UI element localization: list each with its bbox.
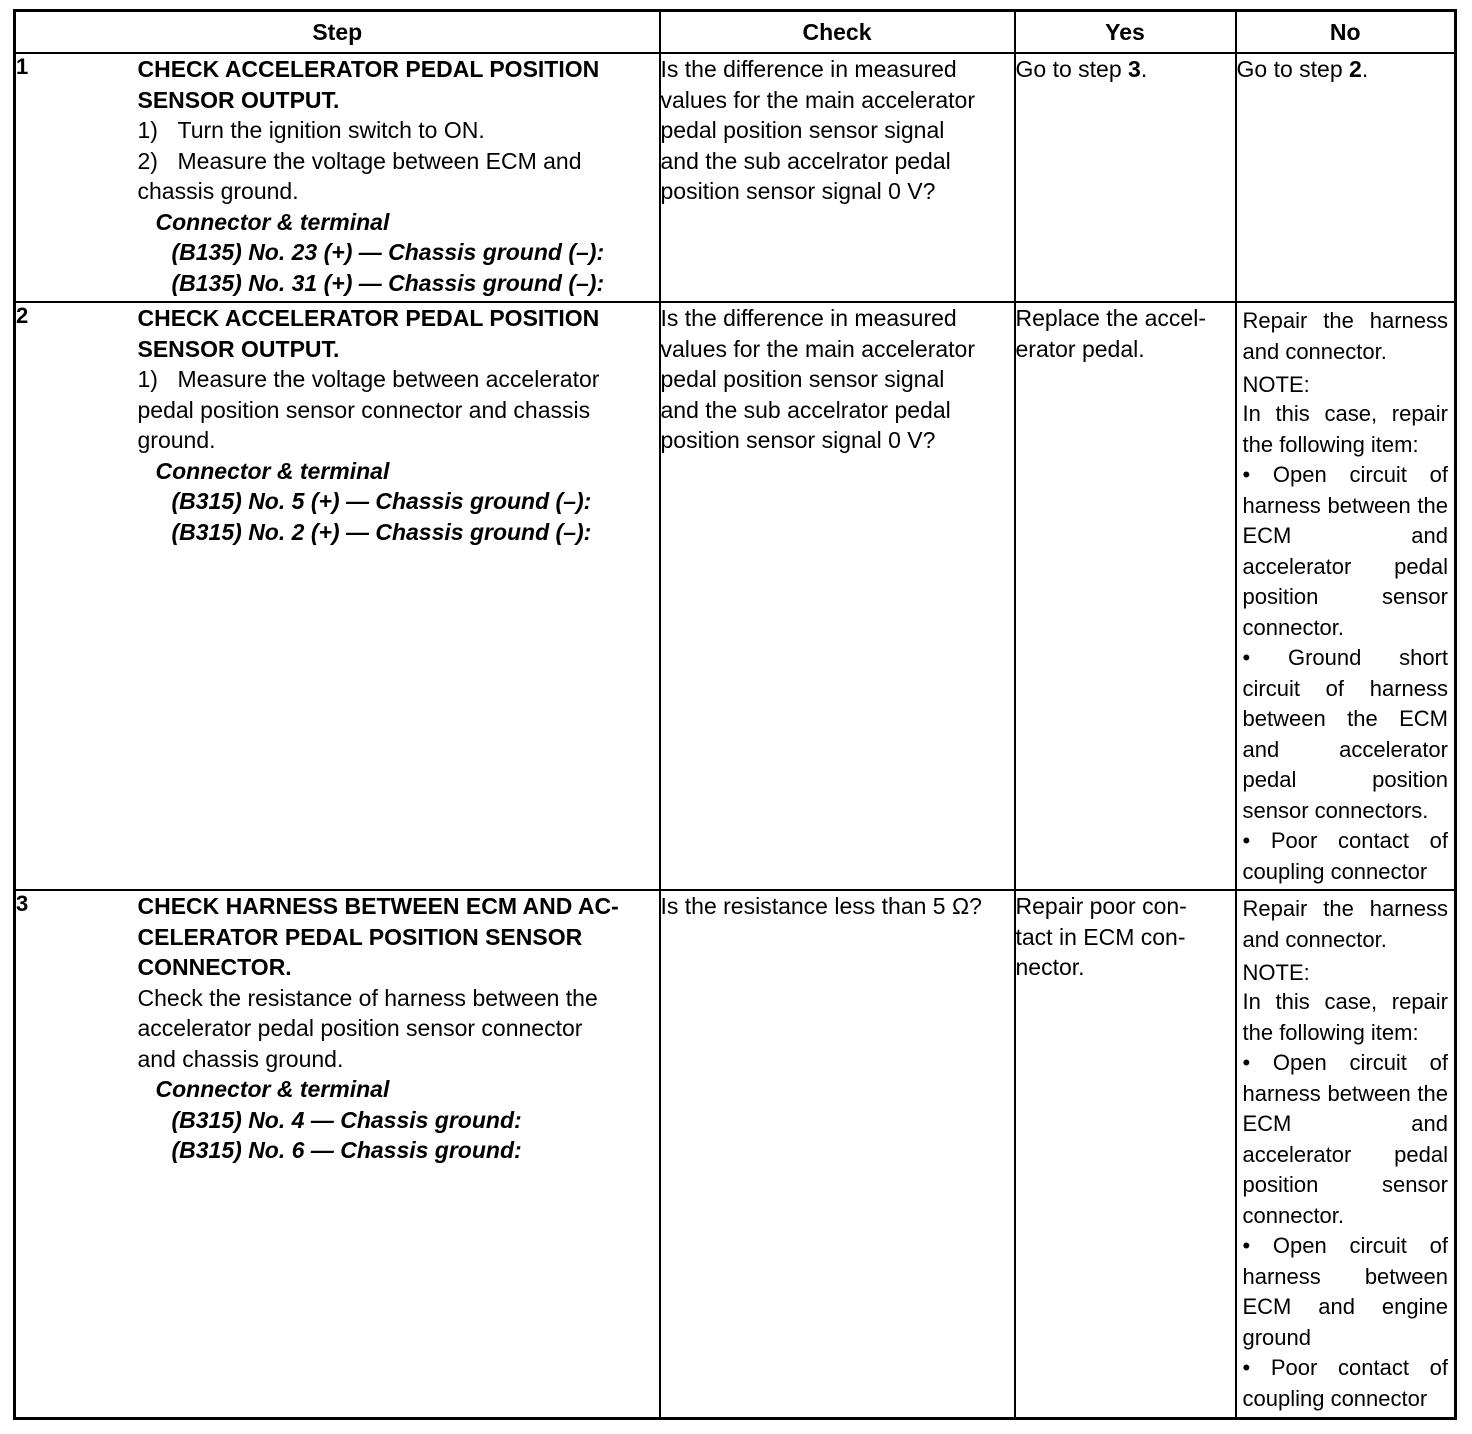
check-cell: Is the difference in measured values for the main accelerator pedal position sensor signal and the sub accelrator pedal position sensor signal 0 V?	[660, 53, 1015, 302]
note-intro: In this case, repair the following item:	[1242, 989, 1448, 1045]
step-body: Check the resistance of harness between the	[137, 984, 598, 1011]
table-row	[15, 53, 1456, 302]
terminal-spec: (B315) No. 2 (+) — Chassis ground (–):	[171, 518, 592, 545]
table-row	[15, 302, 1456, 890]
note-label: NOTE:	[1242, 372, 1310, 397]
step-body: and chassis ground.	[137, 1045, 344, 1072]
yes-cell: Replace the accel- erator pedal.	[1015, 302, 1236, 890]
no-main: Repair the harness and connector.	[1242, 896, 1448, 952]
table-row	[15, 890, 1456, 1418]
terminal-spec: (B315) No. 5 (+) — Chassis ground (–):	[171, 488, 592, 514]
header-step: Step	[15, 11, 660, 54]
diagnostic-table	[13, 9, 1457, 1420]
yes-cell: Repair poor con- tact in ECM con- nector.	[1015, 890, 1236, 1418]
step-body: accelerator pedal position sensor connector	[137, 1015, 583, 1041]
note-bullet: • Poor contact of coupling connector	[1242, 1355, 1448, 1411]
terminal-spec: (B315) No. 6 — Chassis ground:	[171, 1137, 522, 1163]
connector-label: Connector & terminal	[155, 457, 390, 484]
connector-label: Connector & terminal	[155, 1076, 390, 1102]
header-no: No	[1236, 11, 1456, 54]
terminal-spec: (B135) No. 23 (+) — Chassis ground (–):	[171, 239, 605, 265]
header-yes: Yes	[1015, 11, 1236, 54]
step-title: CHECK HARNESS BETWEEN ECM AND AC-	[137, 893, 619, 919]
instruction-continued: pedal position sensor connector and chassis	[137, 396, 591, 423]
terminal-spec: (B135) No. 31 (+) — Chassis ground (–):	[171, 269, 605, 296]
step-title: CELERATOR PEDAL POSITION SENSOR	[137, 923, 583, 950]
step-title: CONNECTOR.	[137, 954, 292, 980]
no-main: Repair the harness and connector.	[1242, 308, 1448, 364]
step-title: SENSOR OUTPUT.	[137, 86, 340, 113]
terminal-spec: (B315) No. 4 — Chassis ground:	[171, 1106, 522, 1133]
instruction: 2) Measure the voltage between ECM and	[137, 147, 582, 174]
step-title: CHECK ACCELERATOR PEDAL POSITION	[137, 305, 600, 331]
no-cell	[1236, 890, 1456, 1418]
step-title: SENSOR OUTPUT.	[137, 335, 340, 362]
step-content	[138, 890, 660, 1418]
step-content	[138, 53, 660, 302]
yes-cell: Go to step 3.	[1015, 53, 1236, 302]
instruction: 1) Measure the voltage between accelerator	[137, 366, 600, 392]
step-number: 3	[15, 890, 138, 1418]
instruction: 1) Turn the ignition switch to ON.	[137, 117, 485, 143]
note-bullet: • Open circuit of harness between ECM and engine ground	[1242, 1233, 1448, 1350]
header-row	[15, 11, 1456, 54]
no-cell	[1236, 302, 1456, 890]
note-bullet: • Open circuit of harness between the ECM and accelerator pedal position sensor connector.	[1242, 462, 1448, 640]
header-check: Check	[660, 11, 1015, 54]
step-content	[138, 302, 660, 890]
note-bullet: • Poor contact of coupling connector	[1242, 828, 1448, 884]
step-title: CHECK ACCELERATOR PEDAL POSITION	[137, 56, 600, 82]
no-cell: Go to step 2.	[1236, 53, 1456, 302]
note-bullet: • Open circuit of harness between the ECM and accelerator pedal position sensor connector.	[1242, 1050, 1448, 1228]
instruction-continued: ground.	[137, 427, 216, 453]
step-number: 2	[15, 302, 138, 890]
step-number: 1	[15, 53, 138, 302]
note-bullet: • Ground short circuit of harness between the ECM and accelerator pedal position sensor connectors.	[1242, 645, 1448, 823]
instruction-continued: chassis ground.	[137, 178, 299, 204]
check-cell: Is the resistance less than 5 Ω?	[660, 890, 1015, 1418]
connector-label: Connector & terminal	[155, 208, 390, 235]
check-cell: Is the difference in measured values for the main accelerator pedal position sensor signal and the sub accelrator pedal position sensor signal 0 V?	[660, 302, 1015, 890]
note-label: NOTE:	[1242, 960, 1310, 985]
note-intro: In this case, repair the following item:	[1242, 401, 1448, 457]
